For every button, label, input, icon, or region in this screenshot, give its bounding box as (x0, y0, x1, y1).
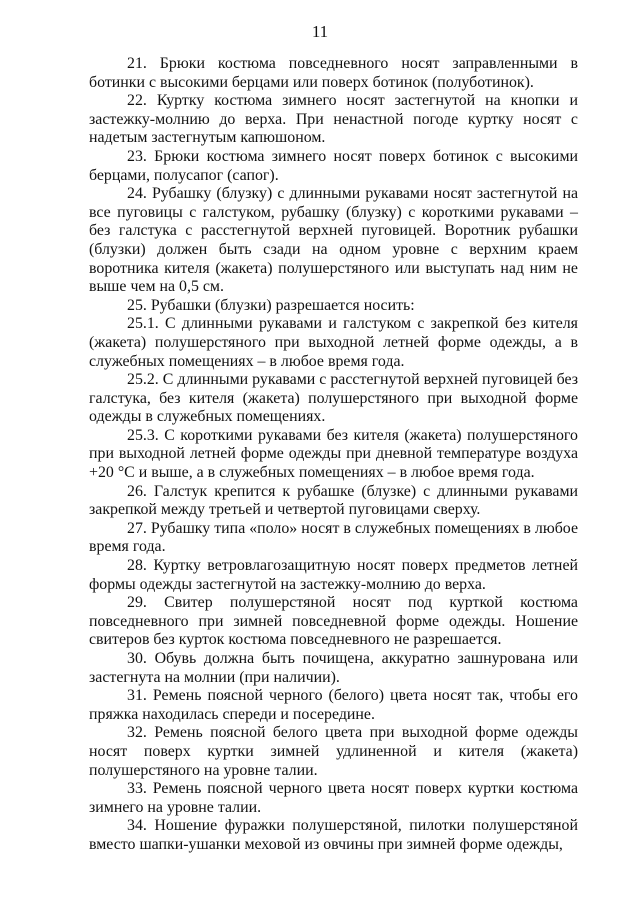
paragraph-24: 24. Рубашку (блузку) с длинными рукавами носят застегнутой на все пуговицы с галстуком, рубашку (блузку) с короткими рукавами – без галстука с расстегнутой верхней пуговицей. Воротник рубашки (блузки) должен быть сзади на одном уровне с верхним краем воротника кителя (жакета) полушерстяного или выступать над ним не выше чем на 0,5 см. (89, 185, 578, 296)
paragraph-23: 23. Брюки костюма зимнего носят поверх ботинок с высокими берцами, полусапог (сапог). (89, 147, 578, 184)
paragraph-26: 26. Галстук крепится к рубашке (блузке) с длинными рукавами закрепкой между третьей и четвертой пуговицами сверху. (89, 482, 578, 519)
paragraph-31: 31. Ремень поясной черного (белого) цвета носят так, чтобы его пряжка находилась спереди и посередине. (89, 687, 578, 723)
paragraph-32: 32. Ремень поясной белого цвета при выходной форме одежды носят поверх куртки зимней удлиненной и кителя (жакета) полушерстяного на уровне талии. (89, 724, 578, 779)
paragraph-21: 21. Брюки костюма повседневного носят заправленными в ботинки с высокими берцами или поверх ботинок (полуботинок). (89, 55, 578, 91)
paragraph-29: 29. Свитер полушерстяной носят под курткой костюма повседневного при зимней повседневной форме одежды. Ношение свитеров без курток костюма повседневного не разрешается. (89, 594, 578, 649)
paragraph-28: 28. Куртку ветровлагозащитную носят поверх предметов летней формы одежды застегнутой на застежку-молнию до верха. (89, 557, 578, 593)
paragraph-33: 33. Ремень поясной черного цвета носят поверх куртки костюма зимнего на уровне талии. (89, 780, 578, 816)
paragraph-25-3: 25.3. С короткими рукавами без кителя (жакета) полушерстяного при выходной летней форме одежды при дневной температуре воздуха +20 °С и выше, а в служебных помещениях – в любое время года. (89, 426, 578, 482)
paragraph-25: 25. Рубашки (блузки) разрешается носить: (127, 296, 415, 314)
paragraph-34: 34. Ношение фуражки полушерстяной, пилотки полушерстяной вместо шапки-ушанки меховой из овчины при зимней форме одежды, (89, 817, 578, 853)
paragraph-25-2: 25.2. С длинными рукавами с расстегнутой верхней пуговицей без галстука, без кителя (жакета) полушерстяного при выходной форме одежды в служебных помещениях. (89, 371, 578, 426)
paragraph-27: 27. Рубашку типа «поло» носят в служебных помещениях в любое время года. (89, 519, 578, 556)
page-number: 11 (311, 22, 329, 41)
paragraph-30: 30. Обувь должна быть почищена, аккуратно зашнурована или застегнута на молнии (при наличии). (89, 650, 578, 686)
document-body (89, 55, 578, 855)
paragraph-22: 22. Куртку костюма зимнего носят застегнутой на кнопки и застежку-молнию до верха. При ненастной погоде куртку носят с надетым застегнутым капюшоном. (89, 92, 578, 147)
paragraph-25-1: 25.1. С длинными рукавами и галстуком с закрепкой без кителя (жакета) полушерстяного при выходной летней форме одежды, а в служебных помещениях – в любое время года. (89, 315, 578, 370)
